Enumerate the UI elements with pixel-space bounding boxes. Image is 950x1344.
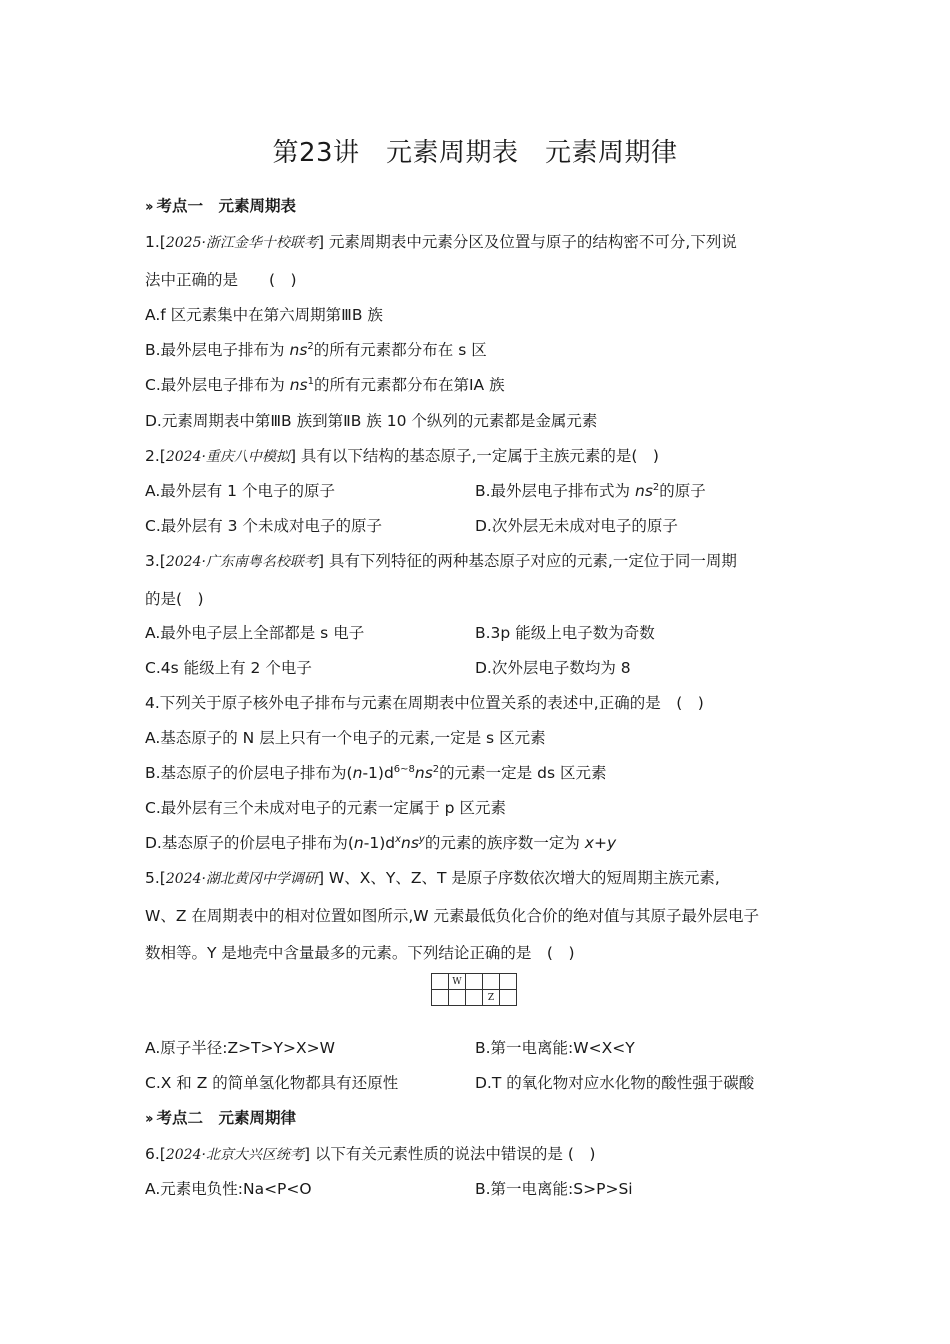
- question-1-option-d: D.元素周期表中第ⅢB 族到第ⅡB 族 10 个纵列的元素都是金属元素: [145, 412, 598, 430]
- question-2-option-a: A.最外层有 1 个电子的原子: [145, 482, 335, 500]
- question-4-option-d: D.基态原子的价层电子排布为$(n-1)d^xns^y$的元素的族序数一定为 x+y: [145, 834, 617, 852]
- question-5-option-a: A.原子半径:Z>T>Y>X>W: [145, 1039, 335, 1057]
- question-3-stem: 3.[2024·广东南粤名校联考] 具有下列特征的两种基态原子对应的元素,一定位于同一周期: [145, 552, 737, 570]
- question-3-option-c: C.4s 能级上有 2 个电子: [145, 659, 312, 677]
- page-title: 第23讲 元素周期表 元素周期律: [272, 138, 678, 168]
- question-5-stem-cont: W、Z 在周期表中的相对位置如图所示,W 元素最低负化合价的绝对值与其原子最外层电子: [145, 907, 760, 925]
- question-6-stem: 6.[2024·北京大兴区统考] 以下有关元素性质的说法中错误的是 ( ): [145, 1145, 596, 1163]
- question-5-option-b: B.第一电离能:W<X<Y: [475, 1039, 635, 1057]
- question-2-option-d: D.次外层无未成对电子的原子: [475, 517, 678, 535]
- question-4-option-a: A.基态原子的 N 层上只有一个电子的元素,一定是 s 区元素: [145, 729, 546, 747]
- question-4-option-c: C.最外层有三个未成对电子的元素一定属于 p 区元素: [145, 799, 506, 817]
- grid-cell-z: Z: [483, 990, 500, 1006]
- grid-cell-w: W: [449, 974, 466, 990]
- section-header-1: ›› 考点一 元素周期表: [145, 197, 297, 215]
- question-4-option-b: B.基态原子的价层电子排布为$(n-1)d^{6\sim 8}ns^2$的元素一定是 ds 区元素: [145, 764, 607, 782]
- question-2-option-b: B.最外层电子排布式为 $ns^2$的原子: [475, 482, 706, 500]
- question-1-option-c: C.最外层电子排布为 $ns^1$的所有元素都分布在第ⅠA 族: [145, 376, 505, 394]
- question-5-stem: 5.[2024·湖北黄冈中学调研] W、X、Y、Z、T 是原子序数依次增大的短周期主族元素,: [145, 869, 720, 887]
- question-2-stem: 2.[2024·重庆八中模拟] 具有以下结构的基态原子,一定属于主族元素的是( ): [145, 447, 659, 465]
- question-1-stem-cont: 法中正确的是 ( ): [145, 271, 297, 289]
- section-header-2: ›› 考点二 元素周期律: [145, 1109, 297, 1127]
- question-5-option-c: C.X 和 Z 的简单氢化物都具有还原性: [145, 1074, 399, 1092]
- periodic-position-grid: [431, 973, 517, 1006]
- question-1-option-b: B.最外层电子排布为 $ns^2$的所有元素都分布在 s 区: [145, 341, 487, 359]
- question-1-stem: 1.[2025·浙江金华十校联考] 元素周期表中元素分区及位置与原子的结构密不可分,下列说: [145, 233, 737, 251]
- question-2-option-c: C.最外层有 3 个未成对电子的原子: [145, 517, 382, 535]
- double-chevron-icon: ››: [145, 199, 151, 215]
- question-4-stem: 4.下列关于原子核外电子排布与元素在周期表中位置关系的表述中,正确的是 ( ): [145, 694, 704, 712]
- question-1-option-a: A.f 区元素集中在第六周期第ⅢB 族: [145, 306, 383, 324]
- double-chevron-icon: ››: [145, 1111, 151, 1127]
- question-5-stem-cont-2: 数相等。Y 是地壳中含量最多的元素。下列结论正确的是 ( ): [145, 944, 575, 962]
- question-3-option-b: B.3p 能级上电子数为奇数: [475, 624, 655, 642]
- question-3-stem-cont: 的是( ): [145, 590, 204, 608]
- question-5-option-d: D.T 的氧化物对应水化物的酸性强于碳酸: [475, 1074, 755, 1092]
- question-6-option-b: B.第一电离能:S>P>Si: [475, 1180, 633, 1198]
- question-6-option-a: A.元素电负性:Na<P<O: [145, 1180, 312, 1198]
- question-3-option-d: D.次外层电子数均为 8: [475, 659, 631, 677]
- question-3-option-a: A.最外电子层上全部都是 s 电子: [145, 624, 365, 642]
